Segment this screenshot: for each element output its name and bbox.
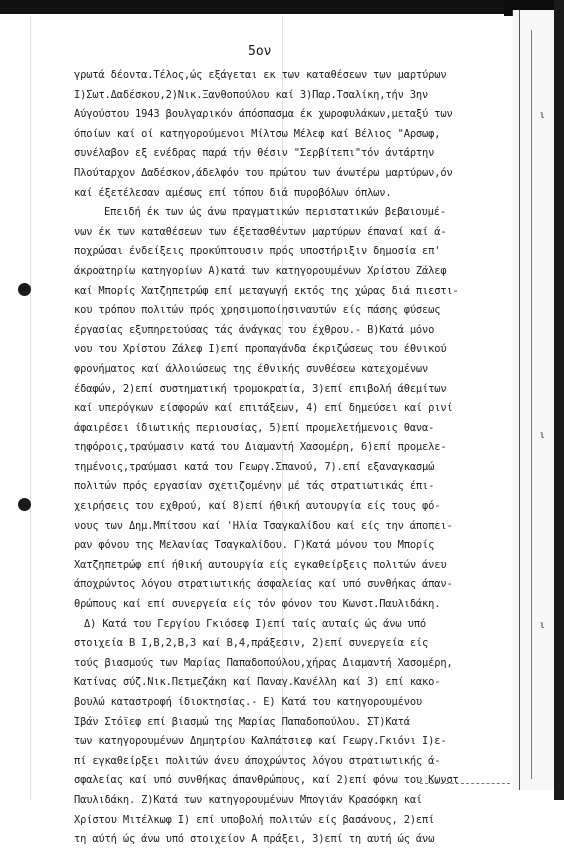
scan-right-edge [554,0,564,800]
document-body [74,66,516,850]
punch-hole [18,498,31,511]
page-number: 5ον [248,44,272,59]
text-line: Ι)Σωτ.Δαδέσκου,2)Νικ.Ξανθοπούλου καί 3)Παρ.Τσαλίκη,τήν 3ην [74,88,429,101]
text-line: των κατηγορουμένων Δημητρίου Καλπάτσιεφ καί Γεωργ.Γκιόνι Ι)ε- [74,735,447,748]
text-line: τηφόροις,τραύμασιν κατά του Διαμαντή Χασομέρη, 6)επί προμελε- [74,441,447,454]
pencil-scribble [420,783,510,794]
text-line: άποχρώντος λόγου στρατιωτικής άσφαλείας καί υπό συνθήκας άπαν- [74,578,453,591]
text-line: Ίβάν Στόϊεφ επί βιασμώ της Μαρίας Παπαδοπούλου. ΣΤ)Κατά [74,715,410,728]
text-line: πολιτών πρός εργασίαν σχετιζομένην μέ τάς στρατιωτικάς έπι- [74,480,435,493]
text-line: όποίων καί οί κατηγορούμενοι Μίλτσω Μέλεφ καί Βέλιος "Αρσωφ, [74,127,441,140]
text-line: κου τρόπου πολιτών πρός χρησιμοποίησιναυτών είς πάσης φύσεως [74,304,441,317]
stack-margin-mark: ι [539,620,546,631]
text-line: τη αύτή ώς άνω υπό στοιχείον Α πράξει, 3)επί τη αυτή ώς άνω [74,833,435,846]
text-line: θρώπους καί επί συνεργεία είς τόν φόνον του Κωνστ.Παυλιδάκη. [74,598,441,611]
stack-margin-mark: ι [539,430,546,441]
text-line: Επειδή έκ των ώς άνω πραγματικών περιστατικών βεβαιουμέ- [104,206,446,219]
text-line: πί εγκαθείρξει πολιτών άνευ άποχρώντος λόγου στρατιωτικής ά- [74,754,441,767]
text-line: Αύγούστου 1943 βουλγαρικόν άπόσπασμα έκ χωροφυλάκων,μεταξύ των [74,108,453,121]
text-line: Πλούταρχον Δαδέσκον,άδελφόν του πρώτου των άνωτέρω μαρτύρων,όν [74,166,453,179]
text-line: τημένοις,τραύμασι κατά του Γεωργ.Σπανού, 7).επί εξαναγκασμώ [74,460,435,473]
text-line: άκροατηρίω κατηγορίων Α)κατά των κατηγορουμένων Χρίστου Ζάλεφ [74,264,447,277]
text-line: Χατζηπετρώφ επί ήθική αυτουργία είς εγκαθείρξεις πολιτών άνευ [74,558,447,571]
text-line: καί έξετέλεσαν αμέσως επί τόπου διά πυροβόλων όπλων. [74,186,392,199]
text-line: στοιχεία Β Ι,Β,2,Β,3 καί Β,4,πράξεσιν, 2)επί συνεργεία είς [74,637,429,650]
text-line: τούς βιασμούς των Μαρίας Παπαδοπούλου,χήρας Διαμαντή Χασομέρη, [74,656,453,669]
text-line: χειρήσεις του εχθρού, καί 8)επί ήθική αυτουργία είς τους φό- [74,500,441,513]
text-line: νου του Χρίστου Ζάλεφ Ι)επί προπαγάνδα έκριζώσεως του έθνικού [74,343,447,356]
punch-hole [18,283,31,296]
text-line: Κατίνας σύζ.Νικ.Πετμεζάκη καί Παναγ.Κανέλλη καί 3) επί κακο- [74,676,441,689]
text-line: καί Μπορίς Χατζηπετρώφ επί μεταγωγή εκτός της χώρας διά πιεστι- [74,284,459,297]
text-line: γρωτά δέοντα.Τέλος,ώς εξάγεται εκ των καταθέσεων των μαρτύρων [74,69,447,81]
text-line: Παυλιδάκη. Ζ)Κατά των κατηγορουμένων Μπογιάν Κρασόφκη καί [74,793,423,806]
text-line: νων έκ των καταθέσεων των έξετασθέντων μαρτύρων έπαναί καί ά- [74,225,447,238]
text-line: έδαφών, 2)επί συστηματική τρομοκρατία, 3)επί επιβολή άθεμίτων [74,382,447,395]
scan-top-edge [0,0,564,14]
text-line: φρονήματος καί άλλοιώσεως της έθνικής συνθέσεω κατεχομένων [74,362,429,375]
underlying-page-stack [512,10,555,790]
text-line: σφαλείας καί υπό συνθήκας άπανθρώπους, καί 2)επί φόνω του Κωνστ [74,774,459,787]
text-line: ραν φόνου της Μελανίας Τσαγκαλίδου. Γ)Κατά μόνου του Μπορίς [74,539,435,552]
text-line: Δ) Κατά του Γεργίου Γκιόσεφ Ι)επί ταίς αυταίς ώς άνω υπό [84,617,426,630]
text-line: Χρίστου Μιτέλκωφ Ι) επί υποβολή πολιτών είς βασάνους, 2)επί [74,813,435,826]
text-line: άφαιρέσει ίδιωτικής περιουσίας, 5)επί προμελετήμενοις θανα- [74,421,435,434]
text-line: συνέλαβον εξ ενέδρας παρά τήν θέσιν "Σερβίτεπι"τόν άντάρτην [74,147,435,160]
text-line: έργασίας εξυπηρετούσας τάς άνάγκας του έχθρου.- Β)Κατά μόνο [74,323,435,336]
text-line: νους των Δημ.Μπίτσου καί 'Ηλία Τσαγκαλίδου καί είς την άποπει- [74,519,453,532]
stack-margin-mark: ι [539,110,546,121]
text-line: καί υπερόγκων είσφορών καί επιτάξεων, 4) επί δημεύσει καί ρινί [74,402,453,415]
text-line: βουλώ καταστροφή ίδιοκτησίας.- Ε) Κατά του κατηγορουμένου [74,696,423,708]
text-line: ποχρώσαι ένδείξεις προκύπτουσιν πρός υποστήριξιν δημοσία επ' [74,245,441,258]
